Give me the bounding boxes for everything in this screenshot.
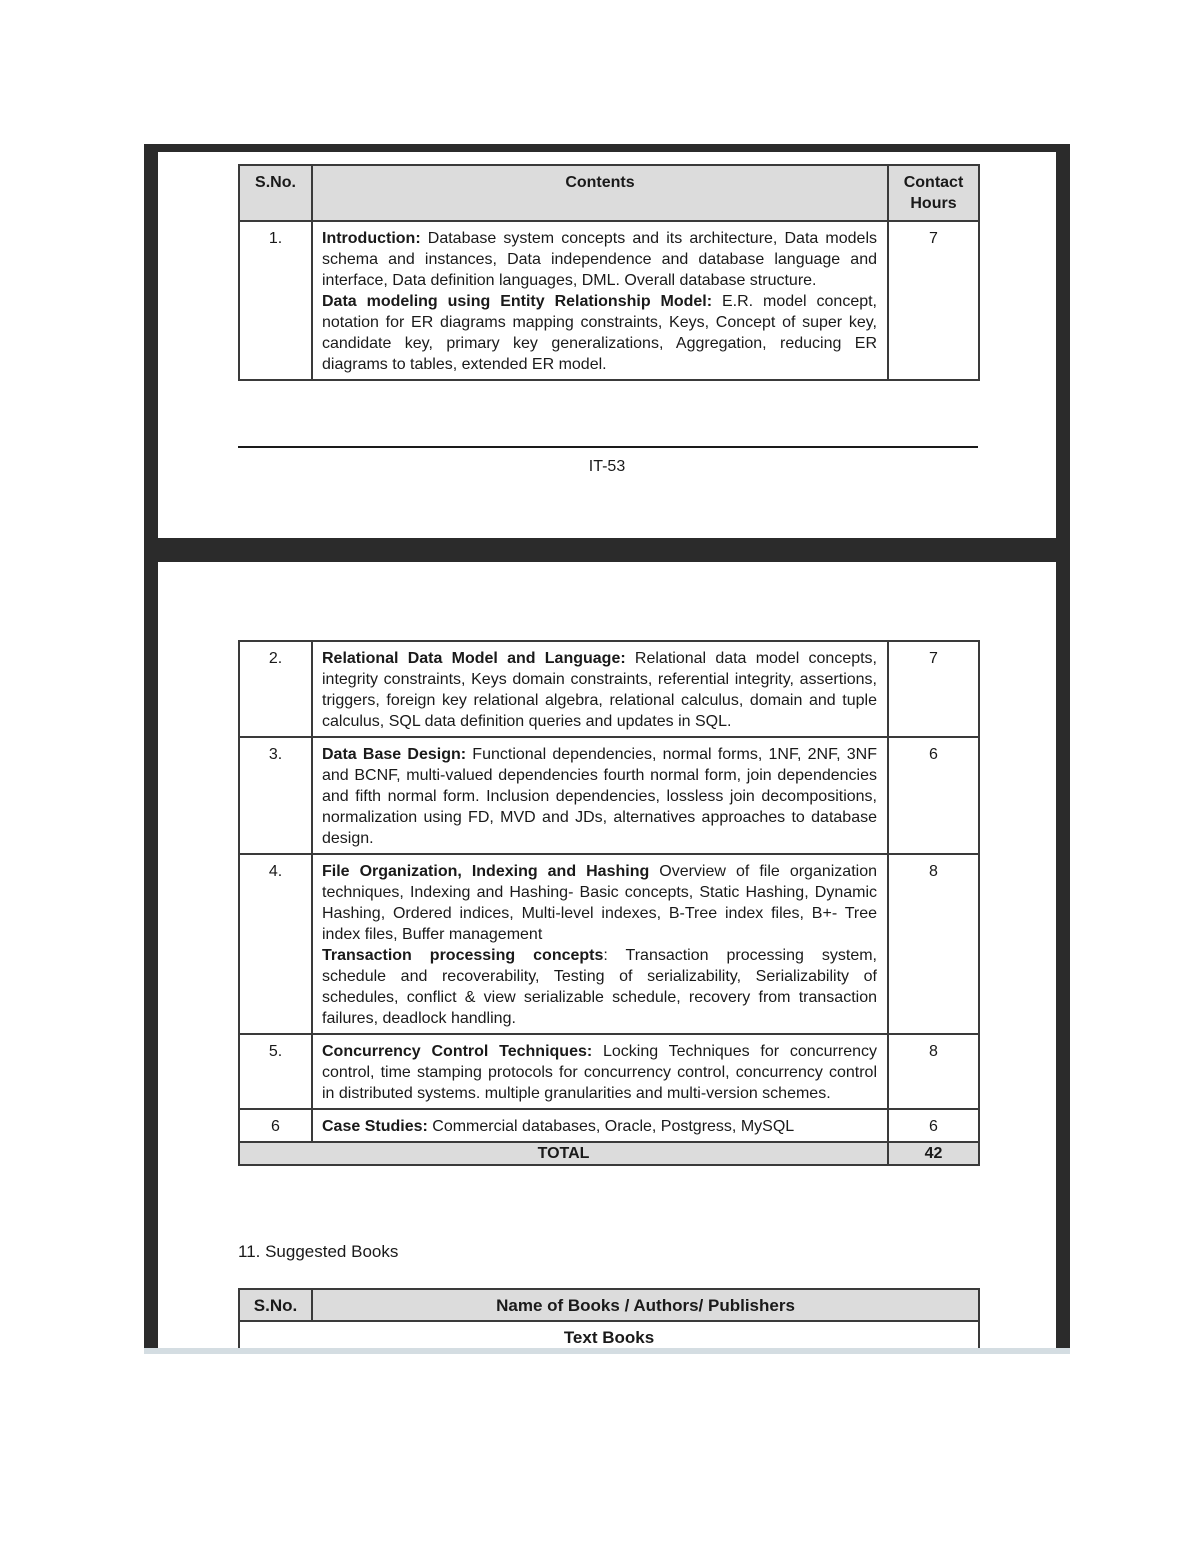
row-contents (312, 641, 888, 737)
header-sno: S.No. (239, 165, 312, 221)
topic-description: E.R. model concept, notation for ER diagrams mapping constraints, Keys, Concept of super key, candidate key, primary key generalizations, Aggregation, reducing ER diagrams to tables, extended ER model. (322, 293, 878, 373)
topic-title: Relational Data Model and Language: (322, 650, 626, 667)
topic-title: Transaction processing concepts (322, 947, 604, 964)
content-paragraph (322, 1116, 877, 1137)
row-hours: 7 (888, 641, 979, 737)
books-header-name: Name of Books / Authors/ Publishers (312, 1289, 979, 1321)
table-header-row (239, 165, 979, 221)
table-row (239, 1109, 979, 1142)
row-sno: 3. (239, 737, 312, 854)
content-paragraph (322, 744, 877, 849)
table-row (239, 1034, 979, 1109)
topic-description: Commercial databases, Oracle, Postgress, MySQL (427, 1118, 795, 1135)
topic-description: Relational data model concepts, integrity constraints, Keys domain constraints, referential integrity, assertions, triggers, foreign key relational algebra, relational calculus, domain and tuple calculus, SQL data definition queries and updates in SQL. (322, 650, 877, 730)
document-page (158, 152, 1056, 538)
syllabus-table-part2 (238, 640, 980, 1166)
row-contents (312, 737, 888, 854)
row-contents (312, 1109, 888, 1142)
row-contents (312, 854, 888, 1034)
row-sno: 6 (239, 1109, 312, 1142)
topic-description: Overview of file organization techniques, Indexing and Hashing- Basic concepts, Static Hashing, Dynamic Hashing, Ordered indices, Multi-level indexes, B-Tree index files, B+- Tree index files, Buffer management (322, 863, 877, 943)
page-number: IT-53 (588, 458, 626, 475)
text-books-heading: Text Books (239, 1321, 979, 1353)
topic-title: Introduction: (322, 230, 421, 247)
syllabus-table-part1 (238, 164, 980, 381)
topic-description: Database system concepts and its architecture, Data models schema and instances, Data independence and database language and interface, Data definition languages, DML. Overall database structure. (322, 230, 877, 289)
topic-title: Data Base Design: (322, 746, 467, 763)
document-viewer[interactable] (144, 144, 1070, 1354)
content-paragraph (322, 861, 877, 945)
content-paragraph (322, 228, 877, 291)
header-contents: Contents (312, 165, 888, 221)
section-heading: 11. Suggested Books (238, 1242, 399, 1261)
books-header-sno: S.No. (239, 1289, 312, 1321)
table-row (239, 641, 979, 737)
footer-rule (238, 446, 978, 448)
content-paragraph (322, 648, 877, 732)
content-paragraph (322, 291, 877, 375)
topic-description: Functional dependencies, normal forms, 1NF, 2NF, 3NF and BCNF, multi-valued dependencies fourth normal form, join dependencies and fifth normal form. Inclusion dependencies, lossless join decompositions, normalization using FD, MVD and JDs, alternatives approaches to database design. (322, 746, 877, 847)
row-contents (312, 221, 888, 380)
row-sno: 5. (239, 1034, 312, 1109)
row-hours: 8 (888, 1034, 979, 1109)
table-row (239, 221, 979, 380)
header-hours: Contact Hours (888, 165, 979, 221)
total-label: TOTAL (239, 1142, 888, 1165)
total-row (239, 1142, 979, 1165)
topic-title: File Organization, Indexing and Hashing (322, 863, 650, 880)
row-sno: 2. (239, 641, 312, 737)
content-paragraph (322, 1041, 877, 1104)
content-paragraph (322, 945, 877, 1029)
topic-title: Data modeling using Entity Relationship Model: (322, 293, 713, 310)
row-hours: 6 (888, 737, 979, 854)
topic-title: Concurrency Control Techniques: (322, 1043, 593, 1060)
viewer-bottom-edge (144, 1348, 1070, 1354)
row-contents (312, 1034, 888, 1109)
topic-title: Case Studies: (322, 1118, 428, 1135)
topic-description: Locking Techniques for concurrency control, time stamping protocols for concurrency control, concurrency control in distributed systems. multiple granularities and multi-version schemes. (322, 1043, 877, 1102)
row-sno: 1. (239, 221, 312, 380)
table-row (239, 737, 979, 854)
topic-description: : Transaction processing system, schedule and recoverability, Testing of serializability, Serializability of schedules, conflict & view serializable schedule, recovery from transaction failures, deadlock handling. (322, 947, 878, 1027)
document-page (158, 562, 1056, 1352)
row-hours: 7 (888, 221, 979, 380)
books-table (238, 1288, 980, 1354)
table-row (239, 854, 979, 1034)
row-sno: 4. (239, 854, 312, 1034)
books-header-row (239, 1289, 979, 1321)
row-hours: 8 (888, 854, 979, 1034)
row-hours: 6 (888, 1109, 979, 1142)
total-value: 42 (888, 1142, 979, 1165)
